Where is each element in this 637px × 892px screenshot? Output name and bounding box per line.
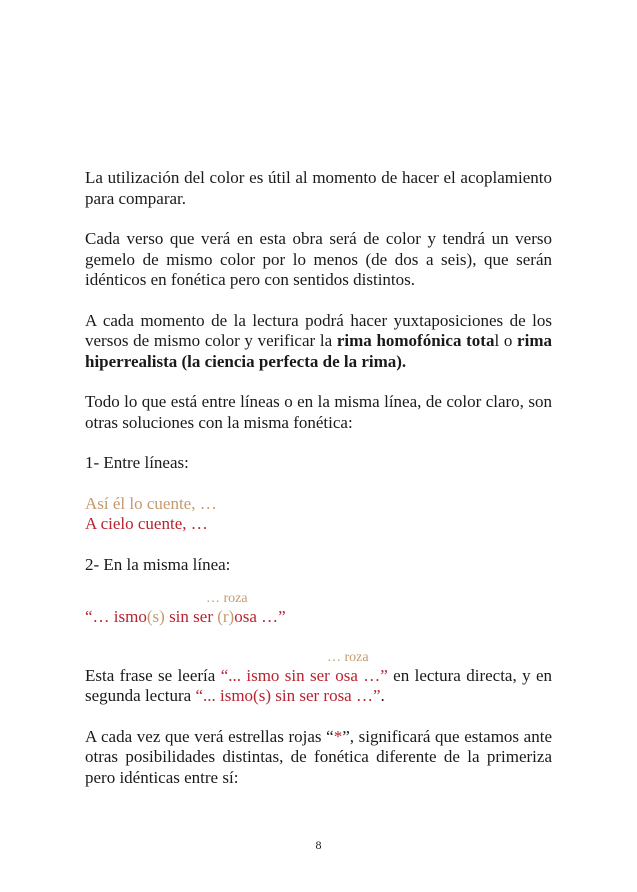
example1-line1: Así él lo cuente, … — [85, 493, 217, 513]
above-annotation-roza-2: … roza — [327, 649, 369, 665]
red-star-icon: * — [333, 726, 343, 746]
page-number: 8 — [315, 838, 322, 852]
example2-line — [85, 607, 552, 628]
example2-part-e: osa …” — [234, 607, 286, 626]
rhyme-bold-1: rima homofónica tota — [336, 331, 495, 350]
reading-text-e: . — [380, 686, 385, 705]
paragraph-red-stars — [85, 727, 552, 789]
above-annotation-roza: … roza — [206, 591, 248, 606]
reading-quote-direct: “... ismo sin ser osa …” — [220, 665, 388, 685]
reading-quote-second: “... ismo(s) sin ser rosa …” — [195, 686, 381, 705]
paragraph-twin-verses: Cada verso que verá en esta obra será de color y tendrá un verso gemelo de mismo color por lo menos (de dos a seis), que serán idénticos en fonética pero con sentidos distintos. — [85, 229, 552, 289]
paragraph-light-color: Todo lo que está entre líneas o en la misma línea, de color claro, son otras soluciones con la misma fonética: — [85, 392, 552, 432]
stars-text-a: A cada vez que verá estrellas rojas “ — [85, 726, 334, 746]
paragraph-rhyme-text-2: l o — [494, 331, 518, 350]
example2-part-d: (r) — [217, 607, 235, 626]
paragraph-reading — [85, 666, 552, 707]
rhyme-bold-2: rima hiperrealista (la ciencia perfecta de la rima). — [85, 331, 552, 371]
reading-text-a: Esta frase se leería — [85, 665, 221, 685]
label-between-lines: 1- Entre líneas: — [85, 453, 189, 472]
reading-text-c: en lectura directa, y en segunda lectura — [85, 665, 553, 705]
paragraph-rhyme-text: A cada momento de la lectura podrá hacer yuxtaposiciones de los versos de mismo color y verificar la — [85, 310, 552, 350]
example2-part-b: (s) — [146, 607, 165, 626]
stars-text-c: ”, significará que estamos ante otras posibilidades distintas, de fonética diferente de la primeriza pero idénticas entre sí: — [85, 726, 552, 787]
paragraph-color-use: La utilización del color es útil al momento de hacer el acoplamiento para comparar. — [85, 168, 552, 208]
example2-part-a: “… ismo — [85, 607, 147, 626]
page-content — [85, 168, 552, 788]
paragraph-rhyme — [85, 311, 552, 373]
example1-line2: A cielo cuente, … — [85, 514, 208, 533]
label-same-line: 2- En la misma línea: — [85, 554, 231, 574]
example2-part-c: sin ser — [164, 607, 218, 626]
